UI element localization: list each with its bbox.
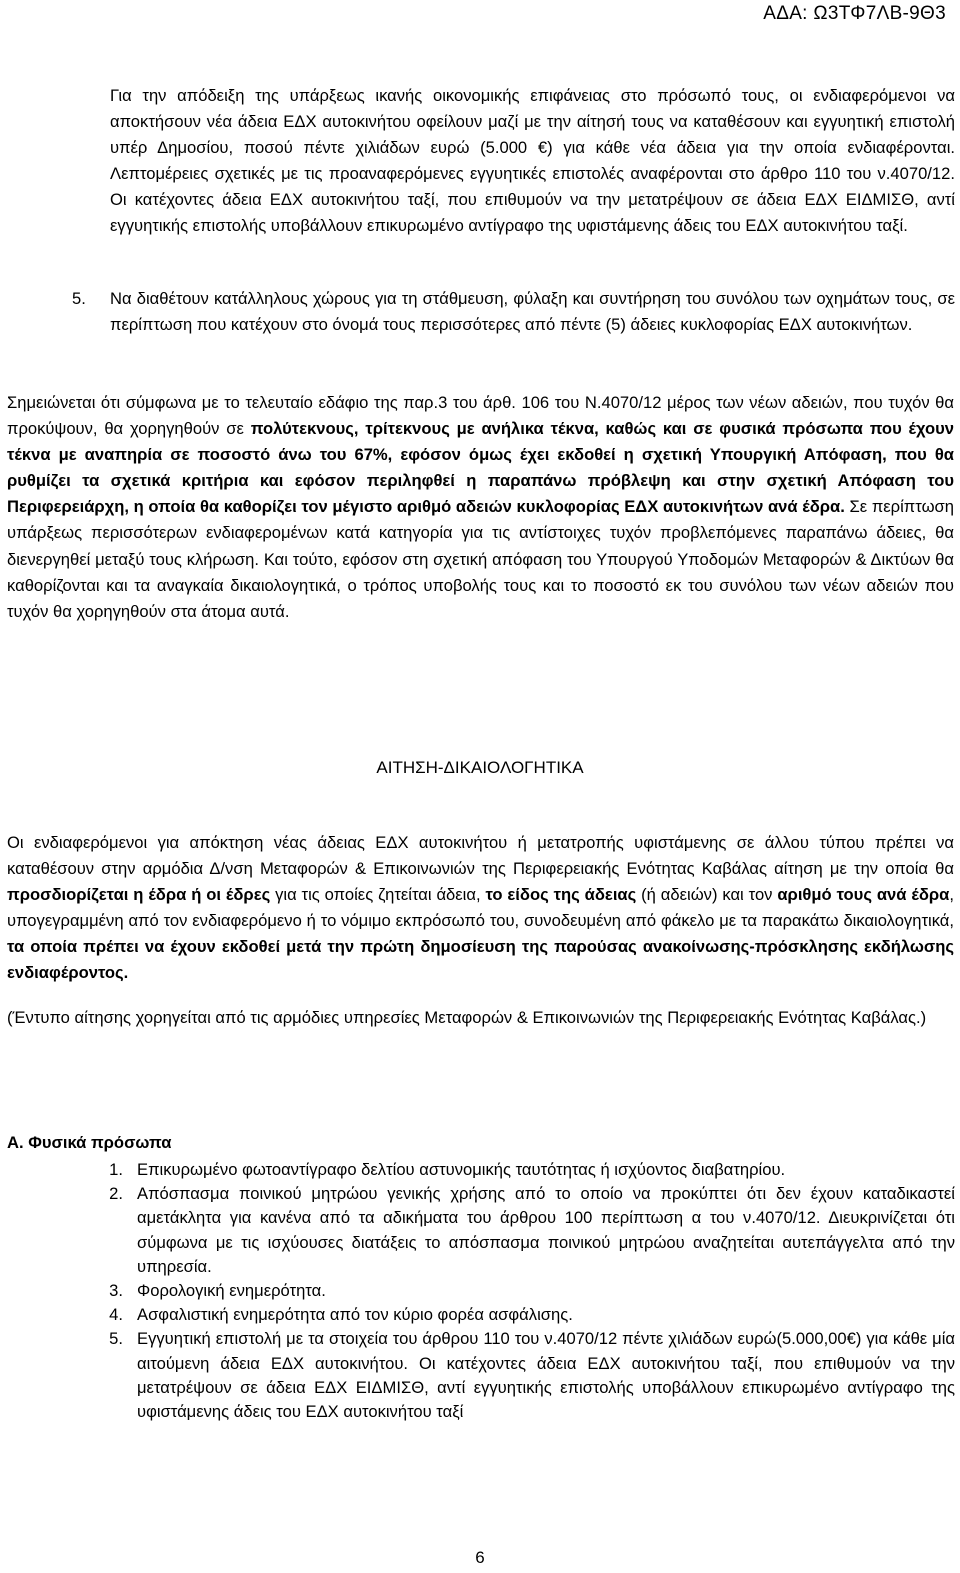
note-bold-text: πολύτεκνους, τρίτεκνους με ανήλικα τέκνα, καθώς και σε φυσικά πρόσωπα που έχουν τέκνα με αναπηρία σε ποσοστό άνω του 67%, εφόσον όμως έχει εκδοθεί η σχετική Υπουργική Απόφαση, που θα ρυθμίζει τα σχετικά κριτήρια και εφόσον περιληφθεί η παραπάνω πρόβλεψη και στην σχετική Απόφαση του Περιφερειάρχη, η οποία θα καθορίζει τον μέγιστο αριθμό αδειών κυκλοφορίας ΕΔΧ αυτοκινήτων ανά έδρα. <box>7 419 954 517</box>
list-item-text: Επικυρωμένο φωτοαντίγραφο δελτίου αστυνομικής ταυτότητας ή ισχύοντος διαβατηρίου. <box>137 1160 786 1179</box>
section-heading: ΑΙΤΗΣΗ-ΔΙΚΑΙΟΛΟΓΗΤΙΚΑ <box>376 758 584 777</box>
list-item-text: Εγγυητική επιστολή με τα στοιχεία του άρθρου 110 του ν.4070/12 πέντε χιλιάδων ευρώ(5.000,00€) για κάθε μία αιτούμενη άδεια ΕΔΧ αυτοκινήτου. Οι κατέχοντες άδεια ΕΔΧ αυτοκινήτου ταξί, που επιθυμούν να την μετατρέψουν σε άδεια ΕΔΧ ΕΙΔΜΙΣΘ, αντί εγγυητικής επιστολής υποβάλλουν επικυρωμένο αντίγραφο της υφιστάμενης άδεις του ΕΔΧ αυτοκινήτου ταξί <box>137 1329 955 1422</box>
note-text-2: Σε περίπτωση υπάρξεως περισσότερων ενδιαφερομένων κατά κατηγορία για τις αντίστοιχες τυχόν προβλεπόμενες παραπάνω άδειες, θα διενεργηθεί μεταξύ τους κλήρωση. Και τούτο, εφόσον στη σχετική απόφαση του Υπουργού Υποδομών Μεταφορών & Δικτύων θα καθορίζονται και τα αναγκαία δικαιολογητικά, ο τρόπος υποβολής τους και το ποσοστό εκ του συνόλου των νέων αδειών που τυχόν θα χορηγηθούν στα άτομα αυτά. <box>7 497 954 621</box>
requirement-item-5 <box>72 286 955 338</box>
intro-paragraph: Για την απόδειξη της υπάρξεως ικανής οικονομικής επιφάνειας στο πρόσωπό τους, οι ενδιαφερόμενοι να αποκτήσουν νέα άδεια ΕΔΧ αυτοκινήτου οφείλουν μαζί με την αίτησή τους να καταθέσουν και εγγυητική επιστολή υπέρ Δημοσίου, ποσού πέντε χιλιάδων ευρώ (5.000 €) για κάθε νέα άδεια για την οποία ενδιαφέρονται. Λεπτομέρειες σχετικές με τις προαναφερόμενες εγγυητικές επιστολές αναφέρονται στο άρθρο 110 του ν.4070/12. Οι κατέχοντες άδεια ΕΔΧ αυτοκινήτου ταξί, που επιθυμούν να την μετατρέψουν σε άδεια ΕΔΧ ΕΙΔΜΙΣΘ, αντί εγγυητικής επιστολής υποβάλλουν επικυρωμένο αντίγραφο της υφιστάμενης άδεις του ΕΔΧ αυτοκινήτου ταξί. <box>110 86 955 236</box>
list-item-number: 1. <box>109 1160 123 1179</box>
application-form-note: (Έντυπο αίτησης χορηγείται από τις αρμόδιες υπηρεσίες Μεταφορών & Επικοινωνιών της Περιφερειακής Ενότητας Καβάλας.) <box>7 1008 927 1027</box>
section-a-title: Α. Φυσικά πρόσωπα <box>7 1133 172 1152</box>
apply-text-4: , υπογεγραμμένη από τον ενδιαφερόμενο ή το νόμιμο εκπρόσωπό του, συνοδευμένη από φάκελο με τα παρακάτω δικαιολογητικά, <box>7 885 954 931</box>
apply-text-1: Οι ενδιαφερόμενοι για απόκτηση νέας άδειας ΕΔΧ αυτοκινήτου ή μετατροπής υφιστάμενης σε άλλου τύπου πρέπει να καταθέσουν στην αρμόδια Δ/νση Μεταφορών & Επικοινωνιών της Περιφερειακής Ενότητας Καβάλας αίτηση με την οποία θα <box>7 833 954 879</box>
list-item <box>80 1303 955 1327</box>
requirement-item-5-number: 5. <box>72 289 86 308</box>
list-item <box>80 1182 955 1279</box>
list-item-number: 3. <box>109 1281 123 1301</box>
list-item <box>80 1279 955 1303</box>
list-item-text: Ασφαλιστική ενημερότητα από τον κύριο φορέα ασφάλισης. <box>137 1305 573 1325</box>
document-reference-code: ΑΔΑ: Ω3ΤΦ7ΛΒ-9Θ3 <box>763 3 946 24</box>
list-item <box>80 1327 955 1424</box>
section-a-list <box>80 1158 955 1424</box>
apply-bold-1: προσδιορίζεται η έδρα ή οι έδρες <box>7 885 271 905</box>
apply-bold-2: το είδος της άδειας <box>485 885 637 905</box>
list-item-text: Απόσπασμα ποινικού μητρώου γενικής χρήσης από το οποίο να προκύπτει ότι δεν έχουν καταδικαστεί αμετάκλητα για κανένα από τα αδικήματα του άρθρου 100 περίπτωση α του ν.4070/12. Διευκρινίζεται ότι σύμφωνα με τις ισχύουσες διατάξεις το απόσπασμα ποινικού μητρώου αναζητείται αυτεπάγγελτα από την υπηρεσία. <box>137 1184 955 1276</box>
requirement-item-5-text: Να διαθέτουν κατάλληλους χώρους για τη στάθμευση, φύλαξη και συντήρηση του συνόλου των οχημάτων τους, σε περίπτωση που κατέχουν στο όνομά τους περισσότερες από πέντε (5) άδειες κυκλοφορίας ΕΔΧ αυτοκινήτων. <box>110 289 955 335</box>
apply-bold-4: τα οποία πρέπει να έχουν εκδοθεί μετά την πρώτη δημοσίευση της παρούσας ανακοίνωσης-πρόσκλησης εκδήλωσης ενδιαφέροντος. <box>7 937 954 983</box>
apply-text-2: για τις οποίες ζητείται άδεια, <box>270 885 486 905</box>
list-item-number: 5. <box>109 1329 123 1349</box>
list-item-number: 2. <box>109 1184 123 1204</box>
note-text-1: Σημειώνεται ότι σύμφωνα με το τελευταίο εδάφιο της παρ.3 του άρθ. 106 του Ν.4070/12 μέρος των νέων αδειών, που τυχόν θα προκύψουν, θα χορηγηθούν σε <box>7 393 954 439</box>
note-paragraph <box>7 390 954 625</box>
page-number: 6 <box>475 1548 485 1567</box>
apply-bold-3: αριθμό τους ανά έδρα <box>777 885 950 905</box>
list-item-number: 4. <box>109 1305 123 1325</box>
application-paragraph <box>7 830 954 987</box>
list-item <box>80 1158 955 1182</box>
list-item-text: Φορολογική ενημερότητα. <box>137 1281 326 1301</box>
apply-text-3: (ή αδειών) και τον <box>636 885 778 905</box>
